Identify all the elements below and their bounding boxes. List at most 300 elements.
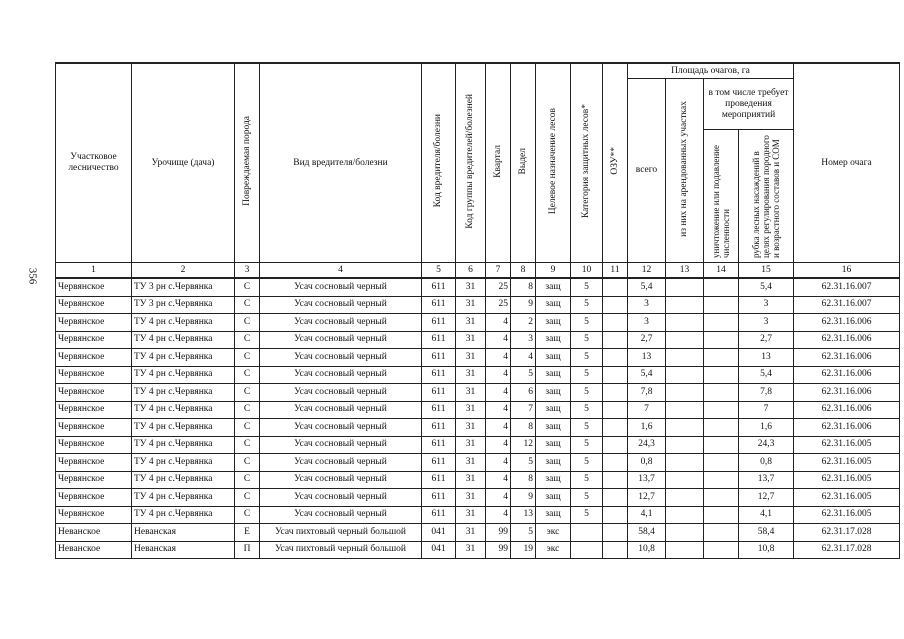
table-cell	[666, 401, 704, 419]
column-number: 11	[603, 263, 628, 279]
table-cell	[603, 471, 628, 489]
table-cell: 62.31.16.007	[794, 278, 900, 296]
table-cell: 12	[511, 436, 536, 454]
table-cell: С	[235, 366, 260, 384]
table-cell	[603, 278, 628, 296]
table-cell: Червянское	[56, 331, 132, 349]
table-cell: 5	[571, 314, 603, 332]
table-cell	[666, 366, 704, 384]
table-cell	[603, 506, 628, 524]
table-cell: 1,6	[739, 419, 794, 437]
table-cell: 24,3	[628, 436, 666, 454]
table-cell: 31	[456, 506, 486, 524]
table-cell	[704, 454, 739, 472]
table-cell: Усач сосновый черный	[260, 366, 422, 384]
table-cell: Е	[235, 524, 260, 542]
table-cell: С	[235, 331, 260, 349]
header-urochishche: Урочище (дача)	[132, 63, 235, 263]
table-cell	[603, 454, 628, 472]
table-cell: 611	[422, 314, 456, 332]
table-cell: 31	[456, 366, 486, 384]
table-cell: 5	[571, 454, 603, 472]
table-row	[56, 454, 900, 472]
table-cell: 31	[456, 436, 486, 454]
table-cell	[666, 541, 704, 559]
table-cell	[666, 489, 704, 507]
table-cell: 25	[486, 278, 511, 296]
table-cell: 13,7	[628, 471, 666, 489]
table-cell: 4	[486, 366, 511, 384]
table-cell	[704, 296, 739, 314]
table-cell: С	[235, 314, 260, 332]
table-cell: ТУ 4 рн с.Червянка	[132, 384, 235, 402]
table-cell: 611	[422, 401, 456, 419]
table-cell: 5,4	[628, 278, 666, 296]
table-cell	[603, 331, 628, 349]
table-cell	[603, 524, 628, 542]
table-cell: С	[235, 401, 260, 419]
table-cell: защ	[536, 506, 571, 524]
table-cell: 5,4	[739, 366, 794, 384]
column-number: 2	[132, 263, 235, 279]
table-cell: 31	[456, 471, 486, 489]
table-cell: 611	[422, 278, 456, 296]
table-cell: Усач сосновый черный	[260, 401, 422, 419]
table-cell: Усач сосновый черный	[260, 506, 422, 524]
table-cell: ТУ 4 рн с.Червянка	[132, 436, 235, 454]
table-cell: 62.31.16.005	[794, 489, 900, 507]
table-cell: 4	[486, 419, 511, 437]
table-cell: 31	[456, 454, 486, 472]
table-cell: Червянское	[56, 489, 132, 507]
table-cell: С	[235, 296, 260, 314]
table-cell	[666, 314, 704, 332]
table-cell: 31	[456, 384, 486, 402]
table-cell: защ	[536, 384, 571, 402]
table-cell	[704, 401, 739, 419]
column-number: 14	[704, 263, 739, 279]
table-cell: 62.31.16.006	[794, 419, 900, 437]
table-cell: 62.31.16.006	[794, 349, 900, 367]
table-cell: 31	[456, 401, 486, 419]
table-cell: С	[235, 349, 260, 367]
table-cell: Усач пихтовый черный большой	[260, 524, 422, 542]
table-cell	[704, 384, 739, 402]
table-cell: 7,8	[739, 384, 794, 402]
table-cell: 8	[511, 278, 536, 296]
column-number: 7	[486, 263, 511, 279]
table-cell: 5	[571, 366, 603, 384]
table-cell: 62.31.16.006	[794, 314, 900, 332]
table-cell: Усач сосновый черный	[260, 384, 422, 402]
table-cell: Червянское	[56, 506, 132, 524]
table-cell: защ	[536, 401, 571, 419]
table-cell: 611	[422, 454, 456, 472]
table-cell	[704, 524, 739, 542]
table-cell: защ	[536, 489, 571, 507]
table-cell: 5	[571, 436, 603, 454]
table-cell: 25	[486, 296, 511, 314]
header-kategoriya: Категория защитных лесов*	[581, 103, 591, 219]
table-cell: 31	[456, 419, 486, 437]
header-arenda: из них на арендованных участках	[679, 100, 689, 237]
table-cell: Червянское	[56, 454, 132, 472]
table-cell	[704, 489, 739, 507]
table-cell: Усач пихтовый черный большой	[260, 541, 422, 559]
table-cell: 13	[628, 349, 666, 367]
table-row	[56, 541, 900, 559]
table-cell: защ	[536, 314, 571, 332]
table-cell: 5	[511, 366, 536, 384]
table-cell: 611	[422, 489, 456, 507]
table-cell	[603, 419, 628, 437]
table-cell	[666, 384, 704, 402]
table-cell	[666, 419, 704, 437]
table-cell	[704, 314, 739, 332]
table-row	[56, 366, 900, 384]
table-row	[56, 384, 900, 402]
table-cell	[571, 541, 603, 559]
table-cell: 9	[511, 489, 536, 507]
table-cell: 4	[486, 436, 511, 454]
table-cell: 611	[422, 506, 456, 524]
table-cell	[571, 524, 603, 542]
table-body	[56, 278, 900, 559]
table-cell: Усач сосновый черный	[260, 489, 422, 507]
table-cell: 7,8	[628, 384, 666, 402]
table-cell: 4	[511, 349, 536, 367]
table-cell	[666, 471, 704, 489]
table-cell	[704, 419, 739, 437]
table-cell	[704, 471, 739, 489]
table-cell: Червянское	[56, 278, 132, 296]
table-cell: 62.31.16.005	[794, 454, 900, 472]
table-cell: 31	[456, 489, 486, 507]
table-cell: С	[235, 454, 260, 472]
table-cell: Усач сосновый черный	[260, 419, 422, 437]
table-cell: 2	[511, 314, 536, 332]
table-cell: Усач сосновый черный	[260, 278, 422, 296]
table-cell: Неванское	[56, 541, 132, 559]
table-cell	[666, 454, 704, 472]
table-cell: С	[235, 489, 260, 507]
table-cell: 4,1	[628, 506, 666, 524]
table-cell: 7	[628, 401, 666, 419]
column-number: 4	[260, 263, 422, 279]
table-cell: 31	[456, 524, 486, 542]
table-cell: 13	[739, 349, 794, 367]
table-cell: 7	[511, 401, 536, 419]
column-number: 10	[571, 263, 603, 279]
table-cell: 9	[511, 296, 536, 314]
table-cell: защ	[536, 471, 571, 489]
table-cell: ТУ 4 рн с.Червянка	[132, 419, 235, 437]
table-cell: 31	[456, 278, 486, 296]
table-cell	[666, 296, 704, 314]
table-cell: 6	[511, 384, 536, 402]
table-cell: Усач сосновый черный	[260, 331, 422, 349]
table-row	[56, 436, 900, 454]
table-cell: 62.31.16.005	[794, 506, 900, 524]
table-cell	[704, 541, 739, 559]
table-cell: 3	[739, 296, 794, 314]
table-cell: защ	[536, 296, 571, 314]
header-trebuet: в том числе требует проведения мероприятий	[704, 79, 794, 130]
column-number: 9	[536, 263, 571, 279]
table-cell: 62.31.16.006	[794, 384, 900, 402]
table-cell: Червянское	[56, 401, 132, 419]
table-cell: 13,7	[739, 471, 794, 489]
table-cell: 31	[456, 541, 486, 559]
table-cell	[666, 524, 704, 542]
table-cell: 99	[486, 541, 511, 559]
table-row	[56, 278, 900, 296]
table-cell: Червянское	[56, 366, 132, 384]
table-cell: 0,8	[628, 454, 666, 472]
header-vsego: всего	[628, 79, 666, 263]
table-cell	[666, 506, 704, 524]
table-cell: 4	[486, 454, 511, 472]
table-cell: П	[235, 541, 260, 559]
header-vid: Вид вредителя/болезни	[260, 63, 422, 263]
table-cell: 7	[739, 401, 794, 419]
table-row	[56, 419, 900, 437]
table-cell: Червянское	[56, 384, 132, 402]
table-cell: 62.31.16.006	[794, 331, 900, 349]
table-cell	[704, 278, 739, 296]
table-cell: 62.31.16.007	[794, 296, 900, 314]
header-kod: Код вредителя/болезни	[433, 114, 443, 208]
table-cell	[603, 366, 628, 384]
table-cell: 4	[486, 349, 511, 367]
header-nomer: Номер очага	[794, 63, 900, 263]
table-cell: защ	[536, 419, 571, 437]
table-cell: С	[235, 436, 260, 454]
table-cell: Усач сосновый черный	[260, 471, 422, 489]
table-cell: защ	[536, 278, 571, 296]
table-cell: 4	[486, 401, 511, 419]
table-cell	[704, 366, 739, 384]
table-cell: ТУ 4 рн с.Червянка	[132, 366, 235, 384]
table-row	[56, 401, 900, 419]
column-number: 12	[628, 263, 666, 279]
table-cell: 611	[422, 296, 456, 314]
table-cell: 2,7	[628, 331, 666, 349]
table-cell: 5,4	[739, 278, 794, 296]
table-cell: 5	[571, 331, 603, 349]
table-cell: Усач сосновый черный	[260, 314, 422, 332]
table-cell: С	[235, 419, 260, 437]
header-kod-gruppy: Код группы вредителей/болезней	[465, 93, 475, 229]
table-cell: Усач сосновый черный	[260, 436, 422, 454]
table-row	[56, 524, 900, 542]
table-cell: Червянское	[56, 471, 132, 489]
table-cell: 31	[456, 331, 486, 349]
table-row	[56, 489, 900, 507]
table-cell: ТУ 4 рн с.Червянка	[132, 454, 235, 472]
table-cell: 5	[571, 489, 603, 507]
table-cell	[603, 436, 628, 454]
forest-pests-table	[55, 62, 900, 559]
table-cell	[666, 278, 704, 296]
table-cell: 3	[511, 331, 536, 349]
table-cell: 3	[628, 314, 666, 332]
table-cell: ТУ 4 рн с.Червянка	[132, 331, 235, 349]
table-cell: 4	[486, 331, 511, 349]
header-kvartal: Квартал	[492, 144, 503, 178]
table-cell: 5	[511, 524, 536, 542]
table-cell: защ	[536, 454, 571, 472]
header-poroda: Повреждаемая порода	[241, 116, 252, 206]
table-cell: 4	[486, 314, 511, 332]
table-cell: 19	[511, 541, 536, 559]
table-cell: 62.31.16.005	[794, 471, 900, 489]
table-cell: 8	[511, 471, 536, 489]
table-cell: 58,4	[628, 524, 666, 542]
table-cell: 3	[739, 314, 794, 332]
table-cell: 041	[422, 524, 456, 542]
header-ploshchad: Площадь очагов, га	[628, 63, 794, 79]
table-cell: 5	[571, 506, 603, 524]
table-cell: 041	[422, 541, 456, 559]
table-cell: Червянское	[56, 436, 132, 454]
table-cell	[603, 489, 628, 507]
page-number: 356	[26, 267, 39, 285]
table-cell	[704, 349, 739, 367]
table-cell: 4,1	[739, 506, 794, 524]
table-cell: ТУ 4 рн с.Червянка	[132, 401, 235, 419]
table-row	[56, 506, 900, 524]
header-ozu: ОЗУ**	[609, 147, 620, 175]
column-number: 16	[794, 263, 900, 279]
table-cell: 5	[571, 278, 603, 296]
table-cell: С	[235, 384, 260, 402]
table-cell: 611	[422, 349, 456, 367]
table-cell: ТУ 4 рн с.Червянка	[132, 506, 235, 524]
table-cell: 3	[628, 296, 666, 314]
table-cell: ТУ 4 рн с.Червянка	[132, 471, 235, 489]
table-cell: защ	[536, 366, 571, 384]
table-cell: 5	[571, 384, 603, 402]
table-cell: 99	[486, 524, 511, 542]
column-number: 5	[422, 263, 456, 279]
table-cell: 4	[486, 489, 511, 507]
table-row	[56, 349, 900, 367]
table-cell: 62.31.16.006	[794, 366, 900, 384]
table-cell: ТУ 3 рн с.Червянка	[132, 296, 235, 314]
table-cell	[603, 384, 628, 402]
table-cell: Усач сосновый черный	[260, 349, 422, 367]
table-cell: 31	[456, 314, 486, 332]
header-rubka: рубка лесных насаждений в целях регулирования породного и возрастного составов и СОМ	[751, 135, 781, 258]
column-number: 1	[56, 263, 132, 279]
table-cell	[704, 331, 739, 349]
table-cell	[666, 436, 704, 454]
table-cell	[666, 349, 704, 367]
table-row	[56, 331, 900, 349]
table-cell: ТУ 4 рн с.Червянка	[132, 314, 235, 332]
column-number: 6	[456, 263, 486, 279]
table-cell: 8	[511, 419, 536, 437]
table-row	[56, 314, 900, 332]
table-cell: 62.31.16.006	[794, 401, 900, 419]
header-uchastok: Участковое лесничество	[56, 63, 132, 263]
column-numbers-row	[56, 263, 900, 279]
table-cell: Неванское	[56, 524, 132, 542]
table-cell: 5	[571, 401, 603, 419]
table-cell: ТУ 4 рн с.Червянка	[132, 349, 235, 367]
table-cell: Усач сосновый черный	[260, 454, 422, 472]
table-cell: 611	[422, 419, 456, 437]
table-cell: 611	[422, 471, 456, 489]
header-unichtozhenie: уничтожение или подавление численности	[711, 145, 731, 258]
table-cell: 13	[511, 506, 536, 524]
table-cell: 12,7	[628, 489, 666, 507]
table-row	[56, 296, 900, 314]
table-cell: защ	[536, 349, 571, 367]
table-cell: Червянское	[56, 296, 132, 314]
table-cell	[704, 506, 739, 524]
table-cell: 611	[422, 366, 456, 384]
table-cell	[603, 349, 628, 367]
table-cell: 611	[422, 384, 456, 402]
table-cell: Неванская	[132, 541, 235, 559]
table-cell: 12,7	[739, 489, 794, 507]
table-cell: 4	[486, 471, 511, 489]
table-cell: С	[235, 471, 260, 489]
column-number: 15	[739, 263, 794, 279]
table-cell: экс	[536, 541, 571, 559]
table-cell: 611	[422, 436, 456, 454]
header-naznachenie: Целевое назначение лесов	[547, 107, 558, 215]
table-row	[56, 471, 900, 489]
table-cell	[704, 436, 739, 454]
column-number: 8	[511, 263, 536, 279]
table-cell: Неванская	[132, 524, 235, 542]
column-number: 13	[666, 263, 704, 279]
column-number: 3	[235, 263, 260, 279]
table-cell: 5	[511, 454, 536, 472]
table-cell	[666, 331, 704, 349]
table-cell: 62.31.17.028	[794, 524, 900, 542]
table-cell: Червянское	[56, 419, 132, 437]
table-cell	[603, 314, 628, 332]
table-cell: 31	[456, 296, 486, 314]
table-cell: Червянское	[56, 349, 132, 367]
table-cell: 24,3	[739, 436, 794, 454]
table-cell: 62.31.16.005	[794, 436, 900, 454]
table-cell: 5,4	[628, 366, 666, 384]
table-cell: 4	[486, 506, 511, 524]
table-cell: Усач сосновый черный	[260, 296, 422, 314]
table-cell: 2,7	[739, 331, 794, 349]
table-cell	[603, 401, 628, 419]
table-cell: 611	[422, 331, 456, 349]
table-cell: защ	[536, 331, 571, 349]
table-cell: С	[235, 506, 260, 524]
table-cell: защ	[536, 436, 571, 454]
header-vydel: Выдел	[517, 147, 528, 175]
table-cell: 5	[571, 471, 603, 489]
table-cell: С	[235, 278, 260, 296]
table-cell: 5	[571, 349, 603, 367]
table-cell: ТУ 3 рн с.Червянка	[132, 278, 235, 296]
table-cell: 10,8	[628, 541, 666, 559]
table-cell: 0,8	[739, 454, 794, 472]
table-cell: ТУ 4 рн с.Червянка	[132, 489, 235, 507]
table-cell: Червянское	[56, 314, 132, 332]
table-cell: 5	[571, 296, 603, 314]
